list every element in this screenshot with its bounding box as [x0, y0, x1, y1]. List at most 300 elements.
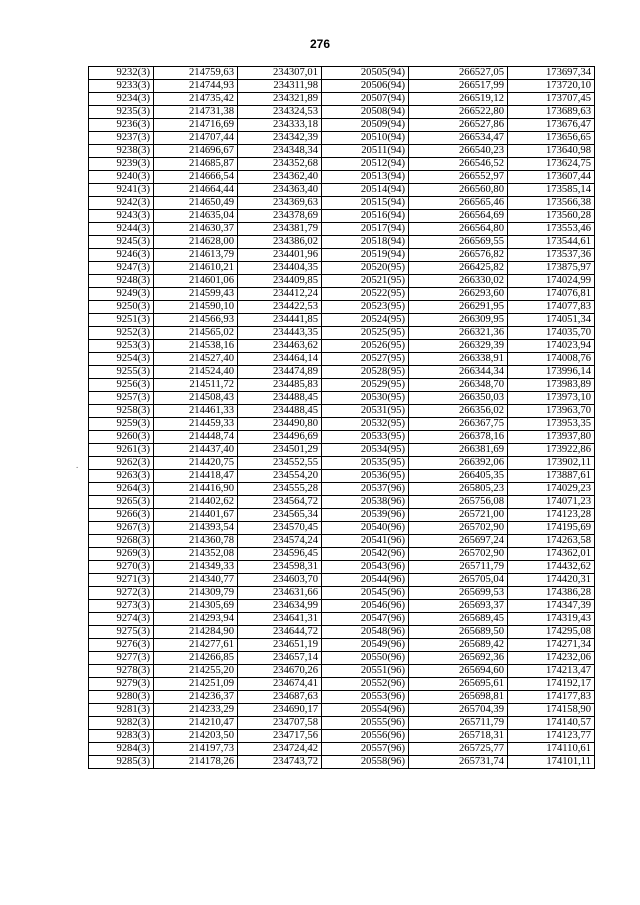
y1-cell: 234404,35 [238, 262, 322, 275]
point-ref-cell: 20524(95) [322, 314, 409, 327]
table-row [89, 223, 595, 236]
x1-cell: 214305,69 [154, 600, 238, 613]
y1-cell: 234490,80 [238, 418, 322, 431]
x2-cell: 266569,55 [409, 236, 508, 249]
y2-cell: 174140,57 [508, 717, 595, 730]
table-row [89, 67, 595, 80]
x2-cell: 266522,80 [409, 106, 508, 119]
point-ref-cell: 20527(95) [322, 353, 409, 366]
x2-cell: 265721,00 [409, 509, 508, 522]
x1-cell: 214402,62 [154, 496, 238, 509]
y2-cell: 173707,45 [508, 93, 595, 106]
point-ref-cell: 20558(96) [322, 756, 409, 769]
point-id-cell: 9265(3) [89, 496, 154, 509]
table-row [89, 522, 595, 535]
y1-cell: 234441,85 [238, 314, 322, 327]
point-ref-cell: 20540(96) [322, 522, 409, 535]
point-id-cell: 9250(3) [89, 301, 154, 314]
table-row [89, 314, 595, 327]
point-ref-cell: 20518(94) [322, 236, 409, 249]
y2-cell: 173973,10 [508, 392, 595, 405]
table-row [89, 249, 595, 262]
point-ref-cell: 20510(94) [322, 132, 409, 145]
table-row [89, 93, 595, 106]
x2-cell: 266527,05 [409, 67, 508, 80]
point-id-cell: 9282(3) [89, 717, 154, 730]
x1-cell: 214735,42 [154, 93, 238, 106]
x1-cell: 214610,21 [154, 262, 238, 275]
point-id-cell: 9271(3) [89, 574, 154, 587]
x2-cell: 265731,74 [409, 756, 508, 769]
y1-cell: 234743,72 [238, 756, 322, 769]
y1-cell: 234641,31 [238, 613, 322, 626]
point-ref-cell: 20508(94) [322, 106, 409, 119]
x1-cell: 214459,33 [154, 418, 238, 431]
x1-cell: 214744,93 [154, 80, 238, 93]
y1-cell: 234321,89 [238, 93, 322, 106]
x2-cell: 265705,04 [409, 574, 508, 587]
point-ref-cell: 20534(95) [322, 444, 409, 457]
point-ref-cell: 20548(96) [322, 626, 409, 639]
point-id-cell: 9233(3) [89, 80, 154, 93]
x2-cell: 266338,91 [409, 353, 508, 366]
x1-cell: 214759,63 [154, 67, 238, 80]
y1-cell: 234474,89 [238, 366, 322, 379]
point-ref-cell: 20554(96) [322, 704, 409, 717]
x2-cell: 265693,37 [409, 600, 508, 613]
point-ref-cell: 20514(94) [322, 184, 409, 197]
table-row [89, 379, 595, 392]
point-id-cell: 9244(3) [89, 223, 154, 236]
point-id-cell: 9247(3) [89, 262, 154, 275]
table-row [89, 509, 595, 522]
table-row [89, 132, 595, 145]
x2-cell: 266564,69 [409, 210, 508, 223]
y2-cell: 174177,83 [508, 691, 595, 704]
point-ref-cell: 20523(95) [322, 301, 409, 314]
x2-cell: 266560,80 [409, 184, 508, 197]
point-id-cell: 9285(3) [89, 756, 154, 769]
x1-cell: 214628,00 [154, 236, 238, 249]
point-ref-cell: 20550(96) [322, 652, 409, 665]
x1-cell: 214731,38 [154, 106, 238, 119]
point-id-cell: 9235(3) [89, 106, 154, 119]
table-row [89, 496, 595, 509]
y2-cell: 173607,44 [508, 171, 595, 184]
point-ref-cell: 20519(94) [322, 249, 409, 262]
x2-cell: 265689,42 [409, 639, 508, 652]
point-id-cell: 9240(3) [89, 171, 154, 184]
point-id-cell: 9253(3) [89, 340, 154, 353]
y1-cell: 234651,19 [238, 639, 322, 652]
y2-cell: 174271,34 [508, 639, 595, 652]
x1-cell: 214448,74 [154, 431, 238, 444]
y1-cell: 234598,31 [238, 561, 322, 574]
y1-cell: 234570,45 [238, 522, 322, 535]
table-row [89, 470, 595, 483]
x2-cell: 266356,02 [409, 405, 508, 418]
point-id-cell: 9270(3) [89, 561, 154, 574]
y2-cell: 174051,34 [508, 314, 595, 327]
point-ref-cell: 20543(96) [322, 561, 409, 574]
y2-cell: 173640,98 [508, 145, 595, 158]
y2-cell: 173902,11 [508, 457, 595, 470]
y1-cell: 234496,69 [238, 431, 322, 444]
point-id-cell: 9283(3) [89, 730, 154, 743]
x2-cell: 265756,08 [409, 496, 508, 509]
point-id-cell: 9281(3) [89, 704, 154, 717]
x2-cell: 266540,23 [409, 145, 508, 158]
x2-cell: 266344,34 [409, 366, 508, 379]
x1-cell: 214565,02 [154, 327, 238, 340]
x2-cell: 265702,90 [409, 522, 508, 535]
point-id-cell: 9249(3) [89, 288, 154, 301]
y2-cell: 173875,97 [508, 262, 595, 275]
y1-cell: 234422,53 [238, 301, 322, 314]
y1-cell: 234352,68 [238, 158, 322, 171]
table-row [89, 717, 595, 730]
y1-cell: 234363,40 [238, 184, 322, 197]
y2-cell: 173922,86 [508, 444, 595, 457]
x2-cell: 266392,06 [409, 457, 508, 470]
y1-cell: 234401,96 [238, 249, 322, 262]
y1-cell: 234552,55 [238, 457, 322, 470]
y2-cell: 173676,47 [508, 119, 595, 132]
y1-cell: 234342,39 [238, 132, 322, 145]
y2-cell: 173553,46 [508, 223, 595, 236]
table-row [89, 730, 595, 743]
table-row [89, 171, 595, 184]
table-row [89, 106, 595, 119]
x2-cell: 266405,35 [409, 470, 508, 483]
y1-cell: 234381,79 [238, 223, 322, 236]
y1-cell: 234687,63 [238, 691, 322, 704]
x2-cell: 266576,82 [409, 249, 508, 262]
table-row [89, 574, 595, 587]
table-row [89, 652, 595, 665]
y2-cell: 174420,31 [508, 574, 595, 587]
table-row [89, 561, 595, 574]
table-row [89, 210, 595, 223]
x1-cell: 214236,37 [154, 691, 238, 704]
y2-cell: 173689,63 [508, 106, 595, 119]
point-ref-cell: 20538(96) [322, 496, 409, 509]
point-id-cell: 9246(3) [89, 249, 154, 262]
x1-cell: 214437,40 [154, 444, 238, 457]
x2-cell: 265699,53 [409, 587, 508, 600]
point-id-cell: 9232(3) [89, 67, 154, 80]
x1-cell: 214284,90 [154, 626, 238, 639]
point-id-cell: 9252(3) [89, 327, 154, 340]
y1-cell: 234670,26 [238, 665, 322, 678]
point-id-cell: 9236(3) [89, 119, 154, 132]
y1-cell: 234378,69 [238, 210, 322, 223]
point-ref-cell: 20532(95) [322, 418, 409, 431]
x1-cell: 214511,72 [154, 379, 238, 392]
y1-cell: 234386,02 [238, 236, 322, 249]
y2-cell: 173720,10 [508, 80, 595, 93]
y2-cell: 174077,83 [508, 301, 595, 314]
y2-cell: 173983,89 [508, 379, 595, 392]
point-id-cell: 9269(3) [89, 548, 154, 561]
x2-cell: 265689,45 [409, 613, 508, 626]
y2-cell: 173656,65 [508, 132, 595, 145]
point-id-cell: 9272(3) [89, 587, 154, 600]
table-row [89, 301, 595, 314]
x2-cell: 266534,47 [409, 132, 508, 145]
x1-cell: 214613,79 [154, 249, 238, 262]
point-ref-cell: 20515(94) [322, 197, 409, 210]
table-row [89, 691, 595, 704]
table-row [89, 535, 595, 548]
table-row [89, 639, 595, 652]
point-id-cell: 9278(3) [89, 665, 154, 678]
x2-cell: 266564,80 [409, 223, 508, 236]
x1-cell: 214197,73 [154, 743, 238, 756]
x1-cell: 214203,50 [154, 730, 238, 743]
y2-cell: 174029,23 [508, 483, 595, 496]
x1-cell: 214666,54 [154, 171, 238, 184]
y2-cell: 173697,34 [508, 67, 595, 80]
table-row [89, 587, 595, 600]
point-ref-cell: 20531(95) [322, 405, 409, 418]
table-row [89, 444, 595, 457]
table-row [89, 756, 595, 769]
point-id-cell: 9255(3) [89, 366, 154, 379]
x2-cell: 266527,86 [409, 119, 508, 132]
x1-cell: 214340,77 [154, 574, 238, 587]
y2-cell: 174110,61 [508, 743, 595, 756]
point-id-cell: 9261(3) [89, 444, 154, 457]
y1-cell: 234634,99 [238, 600, 322, 613]
y2-cell: 174386,28 [508, 587, 595, 600]
point-id-cell: 9248(3) [89, 275, 154, 288]
x2-cell: 266519,12 [409, 93, 508, 106]
stray-mark: . [76, 460, 79, 470]
x2-cell: 265704,39 [409, 704, 508, 717]
point-ref-cell: 20522(95) [322, 288, 409, 301]
x2-cell: 265711,79 [409, 561, 508, 574]
x2-cell: 265689,50 [409, 626, 508, 639]
point-id-cell: 9238(3) [89, 145, 154, 158]
x1-cell: 214266,85 [154, 652, 238, 665]
y2-cell: 173624,75 [508, 158, 595, 171]
point-id-cell: 9279(3) [89, 678, 154, 691]
y1-cell: 234412,24 [238, 288, 322, 301]
y2-cell: 174008,76 [508, 353, 595, 366]
y2-cell: 174123,28 [508, 509, 595, 522]
y1-cell: 234554,20 [238, 470, 322, 483]
y2-cell: 173585,14 [508, 184, 595, 197]
table-row [89, 327, 595, 340]
x2-cell: 265697,24 [409, 535, 508, 548]
table-row [89, 262, 595, 275]
point-id-cell: 9275(3) [89, 626, 154, 639]
table-row [89, 483, 595, 496]
x1-cell: 214277,61 [154, 639, 238, 652]
point-id-cell: 9273(3) [89, 600, 154, 613]
x2-cell: 265698,81 [409, 691, 508, 704]
x2-cell: 266378,16 [409, 431, 508, 444]
x2-cell: 266546,52 [409, 158, 508, 171]
x1-cell: 214255,20 [154, 665, 238, 678]
table-row [89, 392, 595, 405]
y1-cell: 234488,45 [238, 405, 322, 418]
x1-cell: 214650,49 [154, 197, 238, 210]
table-row [89, 431, 595, 444]
page-number: 276 [309, 37, 331, 51]
table-row [89, 145, 595, 158]
y2-cell: 174158,90 [508, 704, 595, 717]
x1-cell: 214716,69 [154, 119, 238, 132]
point-id-cell: 9256(3) [89, 379, 154, 392]
point-ref-cell: 20549(96) [322, 639, 409, 652]
x1-cell: 214210,47 [154, 717, 238, 730]
point-id-cell: 9263(3) [89, 470, 154, 483]
y1-cell: 234311,98 [238, 80, 322, 93]
y1-cell: 234555,28 [238, 483, 322, 496]
point-ref-cell: 20526(95) [322, 340, 409, 353]
point-ref-cell: 20537(96) [322, 483, 409, 496]
point-ref-cell: 20536(95) [322, 470, 409, 483]
point-id-cell: 9276(3) [89, 639, 154, 652]
x1-cell: 214251,09 [154, 678, 238, 691]
point-ref-cell: 20528(95) [322, 366, 409, 379]
x2-cell: 266293,60 [409, 288, 508, 301]
point-ref-cell: 20552(96) [322, 678, 409, 691]
table-row [89, 626, 595, 639]
point-ref-cell: 20511(94) [322, 145, 409, 158]
x1-cell: 214233,29 [154, 704, 238, 717]
x2-cell: 266348,70 [409, 379, 508, 392]
y1-cell: 234674,41 [238, 678, 322, 691]
point-ref-cell: 20506(94) [322, 80, 409, 93]
y2-cell: 174035,70 [508, 327, 595, 340]
x2-cell: 265702,90 [409, 548, 508, 561]
y1-cell: 234307,01 [238, 67, 322, 80]
point-id-cell: 9251(3) [89, 314, 154, 327]
table-row [89, 275, 595, 288]
x1-cell: 214599,43 [154, 288, 238, 301]
y2-cell: 174024,99 [508, 275, 595, 288]
y1-cell: 234717,56 [238, 730, 322, 743]
table-row [89, 405, 595, 418]
x1-cell: 214566,93 [154, 314, 238, 327]
point-ref-cell: 20507(94) [322, 93, 409, 106]
point-id-cell: 9257(3) [89, 392, 154, 405]
x2-cell: 265694,60 [409, 665, 508, 678]
y2-cell: 174195,69 [508, 522, 595, 535]
x2-cell: 265725,77 [409, 743, 508, 756]
point-ref-cell: 20512(94) [322, 158, 409, 171]
y2-cell: 174071,23 [508, 496, 595, 509]
y2-cell: 174023,94 [508, 340, 595, 353]
x1-cell: 214538,16 [154, 340, 238, 353]
point-ref-cell: 20545(96) [322, 587, 409, 600]
point-ref-cell: 20539(96) [322, 509, 409, 522]
point-ref-cell: 20551(96) [322, 665, 409, 678]
table-row [89, 158, 595, 171]
y2-cell: 173963,70 [508, 405, 595, 418]
y2-cell: 174232,06 [508, 652, 595, 665]
y1-cell: 234690,17 [238, 704, 322, 717]
x2-cell: 266367,75 [409, 418, 508, 431]
x2-cell: 266291,95 [409, 301, 508, 314]
point-ref-cell: 20541(96) [322, 535, 409, 548]
point-id-cell: 9245(3) [89, 236, 154, 249]
y2-cell: 174347,39 [508, 600, 595, 613]
y2-cell: 173544,61 [508, 236, 595, 249]
x2-cell: 265692,36 [409, 652, 508, 665]
x2-cell: 266329,39 [409, 340, 508, 353]
x1-cell: 214601,06 [154, 275, 238, 288]
table-row [89, 743, 595, 756]
point-ref-cell: 20533(95) [322, 431, 409, 444]
y1-cell: 234362,40 [238, 171, 322, 184]
y1-cell: 234463,62 [238, 340, 322, 353]
point-id-cell: 9242(3) [89, 197, 154, 210]
y1-cell: 234724,42 [238, 743, 322, 756]
y2-cell: 174295,08 [508, 626, 595, 639]
point-ref-cell: 20547(96) [322, 613, 409, 626]
x1-cell: 214461,33 [154, 405, 238, 418]
point-id-cell: 9264(3) [89, 483, 154, 496]
y2-cell: 174432,62 [508, 561, 595, 574]
point-ref-cell: 20546(96) [322, 600, 409, 613]
y1-cell: 234564,72 [238, 496, 322, 509]
x1-cell: 214416,90 [154, 483, 238, 496]
table-body [89, 67, 595, 769]
point-id-cell: 9243(3) [89, 210, 154, 223]
y1-cell: 234603,70 [238, 574, 322, 587]
x2-cell: 265805,23 [409, 483, 508, 496]
x1-cell: 214418,47 [154, 470, 238, 483]
point-ref-cell: 20505(94) [322, 67, 409, 80]
point-id-cell: 9262(3) [89, 457, 154, 470]
point-ref-cell: 20529(95) [322, 379, 409, 392]
point-ref-cell: 20521(95) [322, 275, 409, 288]
x1-cell: 214293,94 [154, 613, 238, 626]
y2-cell: 174263,58 [508, 535, 595, 548]
point-ref-cell: 20513(94) [322, 171, 409, 184]
x1-cell: 214349,33 [154, 561, 238, 574]
point-id-cell: 9260(3) [89, 431, 154, 444]
y1-cell: 234369,63 [238, 197, 322, 210]
x1-cell: 214707,44 [154, 132, 238, 145]
y1-cell: 234707,58 [238, 717, 322, 730]
table-row [89, 184, 595, 197]
x1-cell: 214178,26 [154, 756, 238, 769]
table-row [89, 678, 595, 691]
point-id-cell: 9277(3) [89, 652, 154, 665]
point-ref-cell: 20542(96) [322, 548, 409, 561]
y1-cell: 234565,34 [238, 509, 322, 522]
x1-cell: 214635,04 [154, 210, 238, 223]
y2-cell: 173537,36 [508, 249, 595, 262]
point-id-cell: 9268(3) [89, 535, 154, 548]
table-row [89, 340, 595, 353]
x1-cell: 214393,54 [154, 522, 238, 535]
coordinates-table [88, 66, 595, 769]
point-ref-cell: 20530(95) [322, 392, 409, 405]
x1-cell: 214630,37 [154, 223, 238, 236]
y2-cell: 174101,11 [508, 756, 595, 769]
y2-cell: 173566,38 [508, 197, 595, 210]
x2-cell: 265718,31 [409, 730, 508, 743]
y1-cell: 234443,35 [238, 327, 322, 340]
x2-cell: 266350,03 [409, 392, 508, 405]
x1-cell: 214685,87 [154, 158, 238, 171]
